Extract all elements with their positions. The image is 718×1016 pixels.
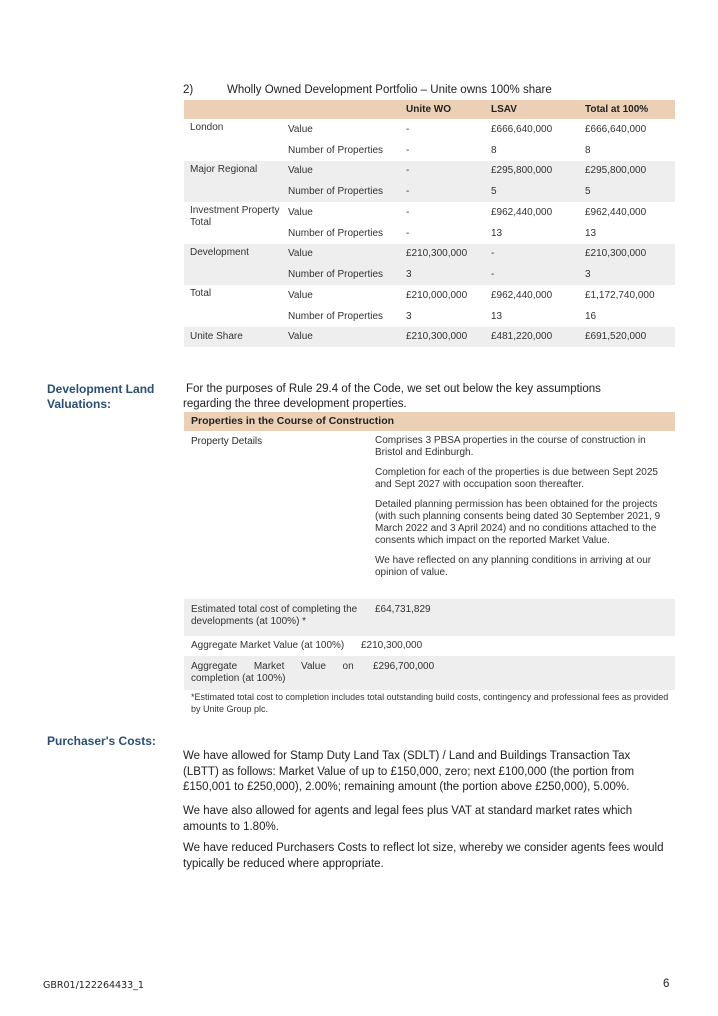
row-group-label: Total — [190, 288, 212, 299]
property-detail-paragraph: Detailed planning permission has been obtained for the projects (with such planning consents being dated 30 September 2021, 9 March 2022 and 3 April 2024) and no conditions attached to the consents which impact on the reported Market Value. — [375, 499, 661, 546]
purchasers-paragraph: We have allowed for Stamp Duty Land Tax (SDLT) / Land and Buildings Transaction Tax (LBTT) as follows: Market Value of up to £150,000, zero; next £100,000 (the portion from £150,001 to £250,000), 2.00%; remaining amount (the portion above £250,000), 5.00%. — [183, 750, 635, 793]
cell-total: £1,172,740,000 — [585, 289, 655, 301]
property-details-label: Property Details — [191, 436, 263, 447]
portfolio-table — [184, 100, 675, 347]
cell-lsav: £295,800,000 — [485, 161, 579, 182]
section-heading — [183, 84, 552, 96]
row-metric: Number of Properties — [288, 144, 384, 156]
row-metric: Value — [288, 206, 313, 218]
table-row — [184, 202, 675, 223]
cell-total: 16 — [585, 310, 597, 322]
cost-footnote: *Estimated total cost to completion includes total outstanding build costs, contingency and professional fees as provided by Unite Group plc. — [191, 692, 669, 714]
section-title: Wholly Owned Development Portfolio – Unite owns 100% share — [227, 84, 552, 96]
dev-land-intro — [183, 382, 663, 412]
cell-total: £295,800,000 — [579, 161, 675, 182]
property-detail-paragraph: Completion for each of the properties is due between Sept 2025 and Sept 2027 with occupation soon thereafter. — [375, 467, 658, 490]
cell-unite-wo: 3 — [400, 264, 485, 285]
header-total: Total at 100% — [579, 100, 675, 119]
row-metric: Number of Properties — [282, 181, 400, 202]
cell-unite-wo: - — [406, 144, 410, 156]
row-metric: Number of Properties — [288, 227, 384, 239]
purchasers-paragraph: We have reduced Purchasers Costs to reflect lot size, whereby we consider agents fees would typically be reduced where appropriate. — [183, 842, 664, 870]
cell-total: 3 — [579, 264, 675, 285]
dev-land-label-line2: Valuations: — [47, 397, 112, 411]
header-lsav: LSAV — [485, 100, 579, 119]
table-header-row — [184, 100, 675, 119]
cell-unite-wo: £210,300,000 — [400, 244, 485, 265]
aggregate-completion-label-line: completion (at 100%) — [191, 673, 286, 684]
cell-unite-wo: 3 — [406, 310, 412, 322]
intro-line: For the purposes of Rule 29.4 of the Code, we set out below the key assumptions — [186, 383, 601, 395]
aggregate-completion-label — [191, 661, 361, 685]
row-metric: Value — [288, 123, 313, 135]
cost-value: £64,731,829 — [375, 604, 431, 615]
purchasers-paragraph: We have also allowed for agents and legal fees plus VAT at standard market rates which amounts to 1.80%. — [183, 805, 633, 833]
row-metric: Value — [282, 161, 400, 182]
header-cell — [282, 100, 400, 119]
row-group-label: London — [190, 122, 224, 133]
row-group-label: Development — [184, 244, 282, 286]
property-details — [375, 435, 673, 587]
table-row — [184, 119, 675, 140]
properties-table-header: Properties in the Course of Construction — [184, 412, 675, 431]
cell-unite-wo: - — [406, 227, 410, 239]
row-metric: Value — [282, 327, 400, 348]
cell-unite-wo: - — [400, 161, 485, 182]
cell-lsav: £962,440,000 — [491, 289, 553, 301]
aggregate-completion-value: £296,700,000 — [373, 661, 435, 672]
cell-total: £691,520,000 — [579, 327, 675, 348]
aggregate-completion-label-line: Aggregate Market Value on — [191, 661, 354, 672]
purchasers-costs-label: Purchaser's Costs: — [47, 734, 156, 748]
row-metric: Value — [288, 289, 313, 301]
cell-lsav: 13 — [491, 310, 503, 322]
aggregate-value: £210,300,000 — [361, 640, 423, 651]
dev-land-label-line1: Development Land — [47, 382, 155, 396]
cell-total: £962,440,000 — [585, 206, 647, 218]
document-reference: GBR01/122264433_1 — [43, 980, 144, 991]
cell-total: £210,300,000 — [579, 244, 675, 265]
row-metric: Number of Properties — [282, 264, 400, 285]
row-metric: Number of Properties — [288, 310, 384, 322]
cell-lsav: £481,220,000 — [485, 327, 579, 348]
cell-total: 5 — [579, 181, 675, 202]
table-row — [184, 327, 675, 348]
property-detail-paragraph: We have reflected on any planning conditions in arriving at our opinion of value. — [375, 555, 652, 578]
cell-unite-wo: - — [400, 181, 485, 202]
cell-lsav: - — [485, 264, 579, 285]
table-row — [184, 161, 675, 182]
cell-lsav: - — [485, 244, 579, 265]
cell-lsav: 13 — [491, 227, 503, 239]
cell-lsav: £666,640,000 — [491, 123, 553, 135]
aggregate-value-label: Aggregate Market Value (at 100%) — [191, 640, 345, 651]
header-unite-wo: Unite WO — [400, 100, 485, 119]
cell-total: 13 — [585, 227, 597, 239]
table-row — [184, 285, 675, 306]
intro-line: regarding the three development properties. — [183, 398, 407, 410]
cell-unite-wo: £210,300,000 — [400, 327, 485, 348]
cell-total: 8 — [585, 144, 591, 156]
cell-unite-wo: - — [406, 206, 410, 218]
table-row — [184, 244, 675, 265]
row-group-label: Unite Share — [184, 327, 282, 348]
cost-label — [191, 604, 357, 628]
row-metric: Value — [282, 244, 400, 265]
section-number: 2) — [183, 84, 194, 96]
property-detail-paragraph: Comprises 3 PBSA properties in the course of construction in Bristol and Edinburgh. — [375, 435, 646, 458]
cell-lsav: 8 — [491, 144, 497, 156]
page-number: 6 — [663, 978, 670, 990]
cell-lsav: 5 — [485, 181, 579, 202]
row-group-label: Major Regional — [184, 161, 282, 203]
cell-unite-wo: £210,000,000 — [406, 289, 468, 301]
dev-land-label — [47, 382, 154, 412]
cell-lsav: £962,440,000 — [491, 206, 553, 218]
cost-label-line: Estimated total cost of completing the — [191, 604, 358, 615]
cost-label-line: developments (at 100%) * — [191, 616, 307, 627]
header-cell — [184, 100, 282, 119]
row-group-label: Investment Property Total — [190, 205, 280, 228]
cell-total: £666,640,000 — [585, 123, 647, 135]
cell-unite-wo: - — [406, 123, 410, 135]
